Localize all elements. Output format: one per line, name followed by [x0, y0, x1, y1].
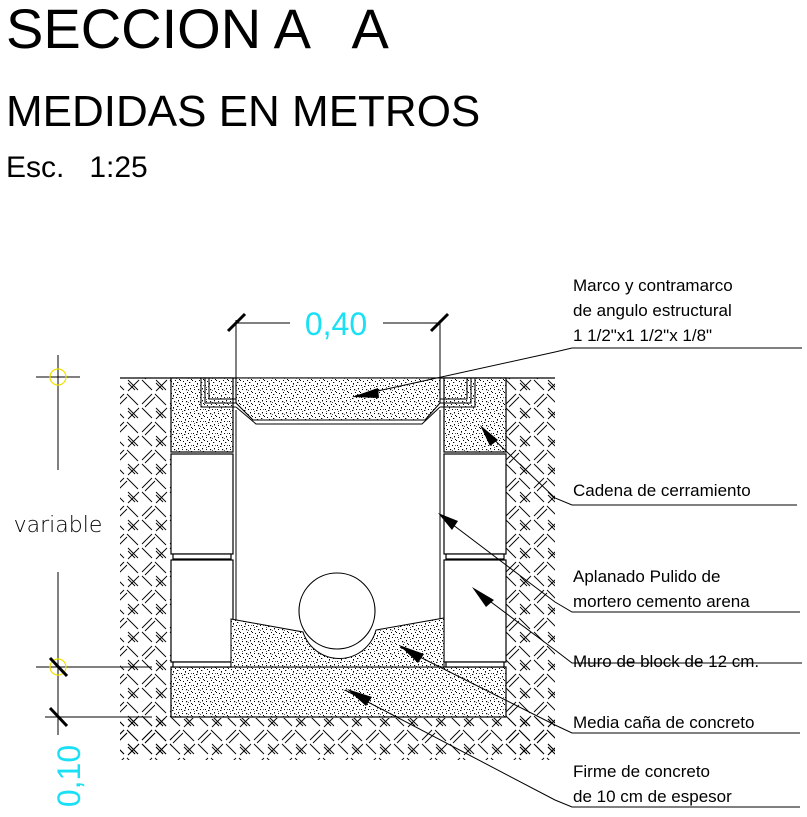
annotation-firme	[573, 762, 732, 806]
bond-beam-left	[171, 378, 233, 452]
svg-text:de 10 cm de espesor: de 10 cm de espesor	[573, 787, 732, 806]
svg-text:mortero cemento arena: mortero cemento arena	[573, 592, 750, 611]
annotation-muro	[573, 652, 759, 671]
annotation-aplanado	[573, 567, 750, 611]
base-thickness-label: 0,10	[51, 744, 87, 808]
pipe-circle	[299, 573, 375, 649]
svg-text:Muro de block de 12 cm.: Muro de block de 12 cm.	[573, 652, 760, 671]
svg-text:Marco y contramarco: Marco y contramarco	[573, 276, 733, 295]
svg-text:de angulo estructural: de angulo estructural	[573, 301, 732, 320]
svg-text:Cadena de cerramiento: Cadena de cerramiento	[573, 481, 751, 500]
units-subtitle: MEDIDAS EN METROS	[6, 87, 481, 136]
block-wall-right	[444, 454, 506, 667]
height-dimension-label: variable	[13, 513, 103, 538]
svg-text:1 1/2"x1 1/2"x 1/8": 1 1/2"x1 1/2"x 1/8"	[573, 326, 713, 345]
block-wall-left	[171, 454, 233, 667]
scale-label: Esc. 1:25	[6, 151, 148, 184]
svg-text:Aplanado Pulido de: Aplanado Pulido de	[573, 567, 721, 586]
annotation-media-cana	[573, 713, 754, 732]
svg-text:Firme de concreto: Firme de concreto	[573, 762, 710, 781]
annotation-cadena	[573, 481, 751, 500]
annotation-marco	[573, 276, 733, 345]
width-dimension	[228, 306, 448, 378]
width-dimension-label: 0,40	[304, 306, 368, 342]
drawing-title: SECCION A A	[6, 0, 389, 60]
svg-text:Media caña de concreto: Media caña de concreto	[573, 713, 755, 732]
